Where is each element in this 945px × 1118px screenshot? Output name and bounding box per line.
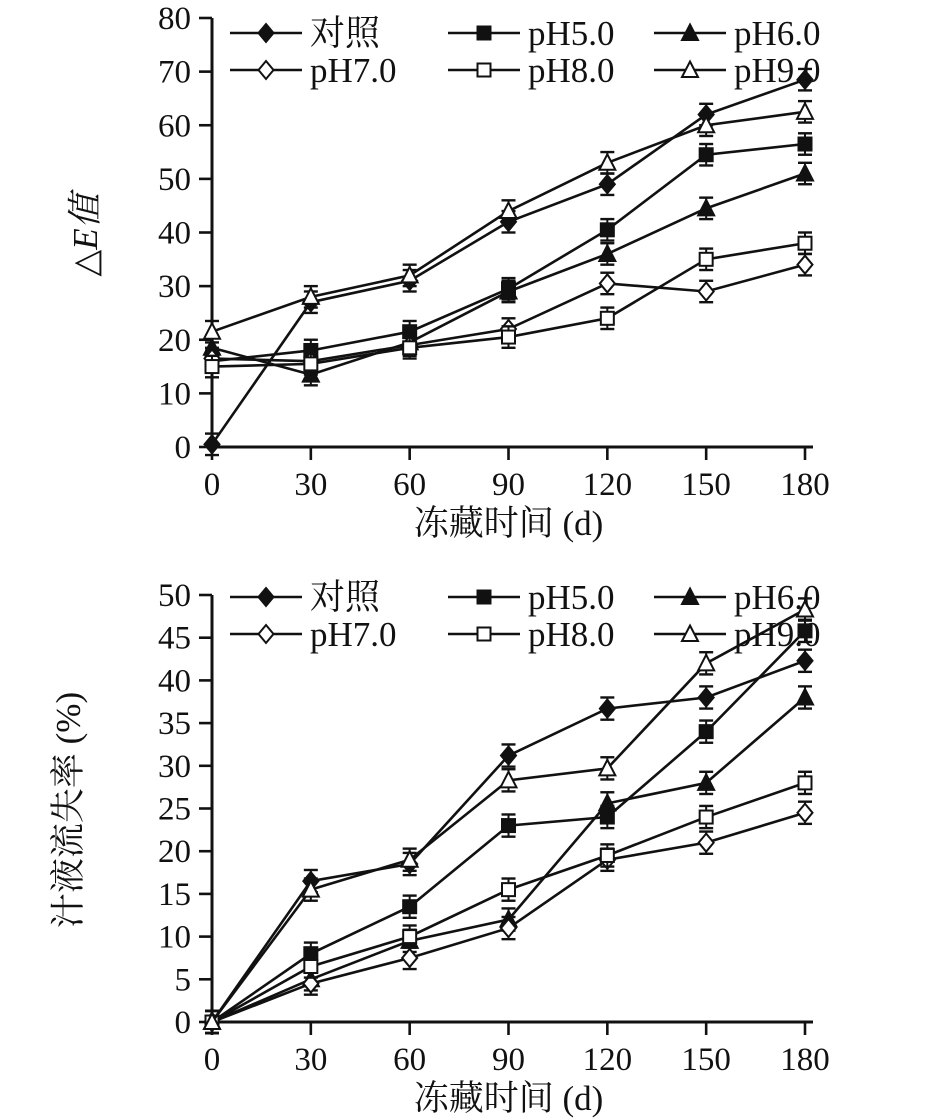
open-diamond-data-point	[600, 274, 615, 292]
series-3	[205, 254, 813, 372]
solid-diamond-data-point	[600, 175, 615, 193]
series-5	[204, 101, 813, 342]
open-square-data-point	[601, 849, 614, 862]
legend-item-2	[654, 14, 821, 53]
y-tick-label: 70	[158, 54, 191, 91]
x-tick-label: 60	[393, 467, 427, 503]
x-tick-label: 0	[203, 1042, 221, 1078]
open-square-data-point	[700, 253, 713, 266]
solid-square-legend-marker	[478, 27, 491, 40]
chart-bottom	[49, 578, 830, 1118]
x-tick-label: 120	[582, 467, 633, 503]
open-diamond-data-point	[798, 804, 813, 822]
x-tick-label: 30	[294, 1042, 328, 1078]
legend-label: pH7.0	[310, 51, 397, 90]
open-diamond-legend-marker	[259, 625, 274, 643]
chart-top	[66, 1, 830, 543]
y-tick-label: 30	[158, 748, 191, 785]
open-square-legend-marker	[478, 628, 491, 641]
x-axis-title: 冻藏时间 (d)	[413, 504, 604, 543]
solid-diamond-data-point	[798, 652, 813, 670]
series-2	[204, 686, 813, 1033]
x-tick-label: 90	[492, 467, 525, 503]
legend-label: pH6.0	[734, 14, 821, 53]
open-triangle-data-point	[698, 655, 714, 671]
solid-diamond-legend-marker	[259, 588, 274, 606]
open-square-data-point	[304, 960, 317, 973]
open-diamond-data-point	[699, 834, 714, 852]
y-tick-label: 40	[158, 663, 191, 700]
legend-item-0	[230, 578, 381, 617]
open-square-data-point	[403, 930, 416, 943]
legend-item-5	[654, 615, 821, 654]
x-axis-title: 冻藏时间 (d)	[413, 1079, 604, 1118]
x-tick-label: 150	[681, 467, 731, 503]
x-tick-label: 150	[681, 1042, 731, 1078]
open-square-data-point	[700, 811, 713, 824]
x-tick-label: 30	[294, 467, 328, 503]
legend-label: pH8.0	[528, 615, 615, 654]
y-tick-label: 50	[158, 161, 191, 198]
open-square-data-point	[799, 237, 812, 250]
x-tick-label: 180	[780, 1042, 830, 1078]
legend-item-1	[448, 14, 615, 53]
legend-item-3	[230, 51, 397, 90]
legend-label: pH5.0	[528, 14, 615, 53]
y-tick-label: 45	[158, 620, 191, 657]
open-square-data-point	[304, 357, 317, 370]
series-line	[212, 80, 805, 445]
y-tick-label: 15	[158, 876, 191, 913]
legend-item-4	[448, 51, 615, 90]
solid-square-data-point	[799, 138, 812, 151]
legend-item-0	[230, 14, 381, 53]
open-diamond-data-point	[798, 256, 813, 274]
legend-item-4	[448, 615, 615, 654]
y-tick-label: 5	[174, 962, 191, 999]
y-tick-label: 30	[158, 269, 191, 306]
solid-square-data-point	[700, 725, 713, 738]
series-line	[212, 661, 805, 1022]
legend-item-1	[448, 578, 615, 617]
solid-triangle-data-point	[599, 245, 615, 261]
y-tick-label: 0	[174, 1005, 191, 1041]
legend-label: pH9.0	[734, 615, 821, 654]
series-0	[205, 69, 813, 455]
y-tick-label: 25	[158, 791, 191, 828]
solid-square-legend-marker	[478, 591, 491, 604]
x-tick-label: 120	[582, 1042, 633, 1078]
y-axis-title: 汁液流失率 (%)	[49, 691, 88, 929]
legend-label: pH7.0	[310, 615, 397, 654]
solid-square-data-point	[700, 148, 713, 161]
y-tick-label: 20	[158, 834, 191, 871]
open-square-data-point	[799, 776, 812, 789]
legend-item-5	[654, 51, 821, 90]
solid-square-data-point	[403, 900, 416, 913]
y-tick-label: 50	[158, 578, 191, 614]
solid-square-data-point	[502, 819, 515, 832]
x-tick-label: 180	[780, 467, 830, 503]
y-axis-title: △E值	[66, 193, 105, 277]
y-tick-label: 20	[158, 322, 191, 359]
solid-square-data-point	[601, 223, 614, 236]
x-tick-label: 60	[393, 1042, 427, 1078]
open-diamond-data-point	[699, 282, 714, 300]
solid-diamond-legend-marker	[259, 24, 274, 42]
legend-label: pH6.0	[734, 578, 821, 617]
open-square-legend-marker	[478, 64, 491, 77]
open-triangle-data-point	[797, 103, 813, 119]
x-tick-label: 0	[203, 467, 221, 503]
open-diamond-legend-marker	[259, 61, 274, 79]
legend-label: 对照	[310, 578, 381, 617]
y-tick-label: 80	[158, 1, 191, 37]
open-square-data-point	[403, 341, 416, 354]
open-square-data-point	[502, 331, 515, 344]
legend-label: pH5.0	[528, 578, 615, 617]
y-tick-label: 10	[158, 919, 191, 956]
open-square-data-point	[601, 312, 614, 325]
legend-item-2	[654, 578, 821, 617]
legend-item-3	[230, 615, 397, 654]
y-tick-label: 0	[174, 430, 191, 466]
legend-label: pH9.0	[734, 51, 821, 90]
legend-label: 对照	[310, 14, 381, 53]
open-square-data-point	[206, 360, 219, 373]
y-tick-label: 35	[158, 706, 191, 743]
series-4	[205, 233, 812, 378]
open-square-data-point	[502, 883, 515, 896]
y-tick-label: 60	[158, 108, 191, 145]
solid-triangle-data-point	[797, 165, 813, 181]
legend-label: pH8.0	[528, 51, 615, 90]
solid-diamond-data-point	[699, 688, 714, 706]
axes	[212, 595, 813, 1022]
solid-triangle-data-point	[797, 689, 813, 705]
x-tick-label: 90	[492, 1042, 525, 1078]
solid-diamond-data-point	[600, 700, 615, 718]
y-tick-label: 10	[158, 376, 191, 413]
y-tick-label: 40	[158, 215, 191, 252]
series-1	[205, 620, 812, 1033]
